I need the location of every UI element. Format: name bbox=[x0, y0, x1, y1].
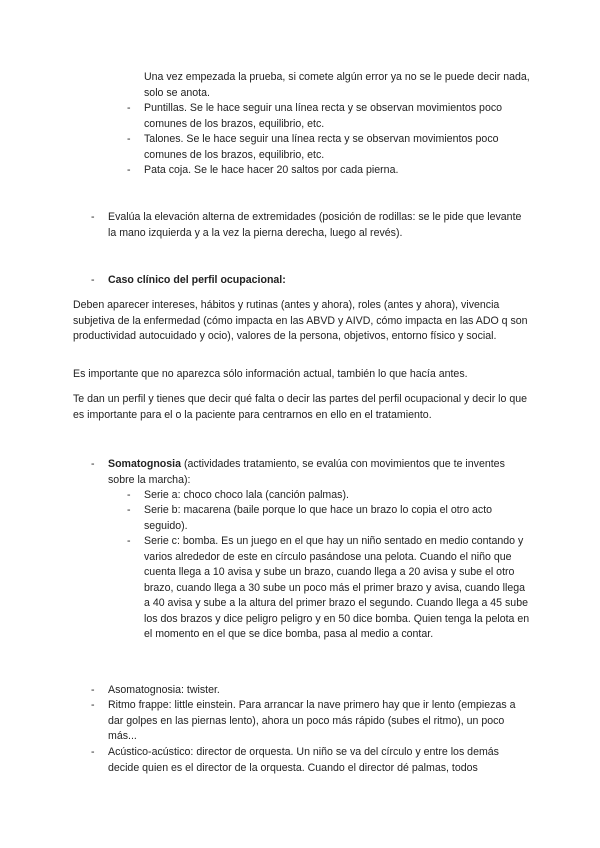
list-item-text: Puntillas. Se le hace seguir una línea recta y se observan movimientos poco comunes de los brazos, equilibrio, etc. bbox=[144, 102, 503, 130]
list-dash: - bbox=[127, 504, 131, 516]
list-dash: - bbox=[91, 746, 95, 758]
list-dash: - bbox=[91, 211, 95, 223]
somatognosia-title: Somatognosia bbox=[108, 458, 181, 470]
list-dash: - bbox=[127, 133, 131, 145]
section-heading-caso-clinico bbox=[91, 273, 531, 289]
continuation-text: Una vez empezada la prueba, si comete algún error ya no se le puede decir nada, solo se anota. bbox=[144, 71, 530, 99]
list-item-text: Asomatognosia: twister. bbox=[108, 684, 220, 696]
list-item-pata-coja bbox=[127, 163, 531, 179]
list-item-serie-b bbox=[127, 503, 531, 534]
list-item-somatognosia bbox=[91, 457, 531, 488]
paragraph-importante: Es importante que no aparezca sólo información actual, también lo que hacía antes. bbox=[73, 368, 468, 380]
list-item-acustico bbox=[91, 745, 531, 776]
list-item-talones bbox=[127, 132, 531, 163]
list-item-puntillas bbox=[127, 101, 531, 132]
list-item-text: Ritmo frappe: little einstein. Para arrancar la nave primero hay que ir lento (empiezas a dar golpes en las piernas lento), ahora un poco más rápido (subes el ritmo), un poco más... bbox=[108, 699, 516, 742]
paragraph-perfil: Deben aparecer intereses, hábitos y rutinas (antes y ahora), roles (antes y ahora), vivencia subjetiva de la enfermedad (cómo impacta en las ABVD y AIVD, cómo impacta en las ADO q son productividad autocuidado y ocio), valores de la persona, objetivos, entorno físico y social. bbox=[73, 299, 528, 342]
list-item-asomatognosia bbox=[91, 683, 531, 699]
list-item-serie-a bbox=[127, 488, 531, 504]
list-dash: - bbox=[91, 699, 95, 711]
list-item-text: Evalúa la elevación alterna de extremidades (posición de rodillas: se le pide que levante la mano izquierda y a la vez la pierna derecha, luego al revés). bbox=[108, 211, 522, 239]
list-item-text: Serie c: bomba. Es un juego en el que hay un niño sentado en medio contando y varios alrededor de este en círculo pasándose una pelota. Cuando el niño que cuenta llega a 10 avisa y sube un brazo, cuando llega a 20 avisa y sube el otro brazo, cuando llega a 30 sube un poco más el primer brazo y avisa, cuando llega a 40 avisa y sube a la altura del primer brazo el segundo. Cuando llega a 45 sube los dos brazos y dice peligro peligro y en 50 dice bomba. Quien tenga la pelota en el momento en el que se dice bomba, pasa al medio a contar. bbox=[144, 535, 530, 640]
list-dash: - bbox=[127, 535, 131, 547]
list-item-text bbox=[91, 457, 531, 488]
paragraph-te-dan: Te dan un perfil y tienes que decir qué falta o decir las partes del perfil ocupacional y decir lo que es importante para el o la paciente para centrarnos en ello en el tratamiento. bbox=[73, 393, 528, 421]
list-item-text: Serie a: choco choco lala (canción palmas). bbox=[144, 489, 349, 501]
list-item-elevacion bbox=[91, 210, 531, 241]
list-item-text: Pata coja. Se le hace hacer 20 saltos por cada pierna. bbox=[144, 164, 399, 176]
list-item-text: Serie b: macarena (baile porque lo que hace un brazo lo copia el otro acto seguido). bbox=[144, 504, 493, 532]
list-dash: - bbox=[127, 164, 131, 176]
somatognosia-description: (actividades tratamiento, se evalúa con movimientos que te inventes sobre la marcha): bbox=[108, 458, 505, 486]
heading-text: Caso clínico del perfil ocupacional: bbox=[108, 274, 286, 286]
list-dash: - bbox=[91, 458, 95, 470]
list-item-text: Talones. Se le hace seguir una línea recta y se observan movimientos poco comunes de los brazos, equilibrio, etc. bbox=[144, 133, 499, 161]
list-item-serie-c bbox=[127, 534, 531, 643]
list-item-ritmo-frappe bbox=[91, 698, 531, 745]
list-item-text: Acústico-acústico: director de orquesta. Un niño se va del círculo y entre los demás decide quien es el director de la orquesta. Cuando el director dé palmas, todos bbox=[108, 746, 499, 774]
list-dash: - bbox=[91, 684, 95, 696]
list-dash: - bbox=[127, 102, 131, 114]
list-dash: - bbox=[91, 274, 95, 286]
list-dash: - bbox=[127, 489, 131, 501]
